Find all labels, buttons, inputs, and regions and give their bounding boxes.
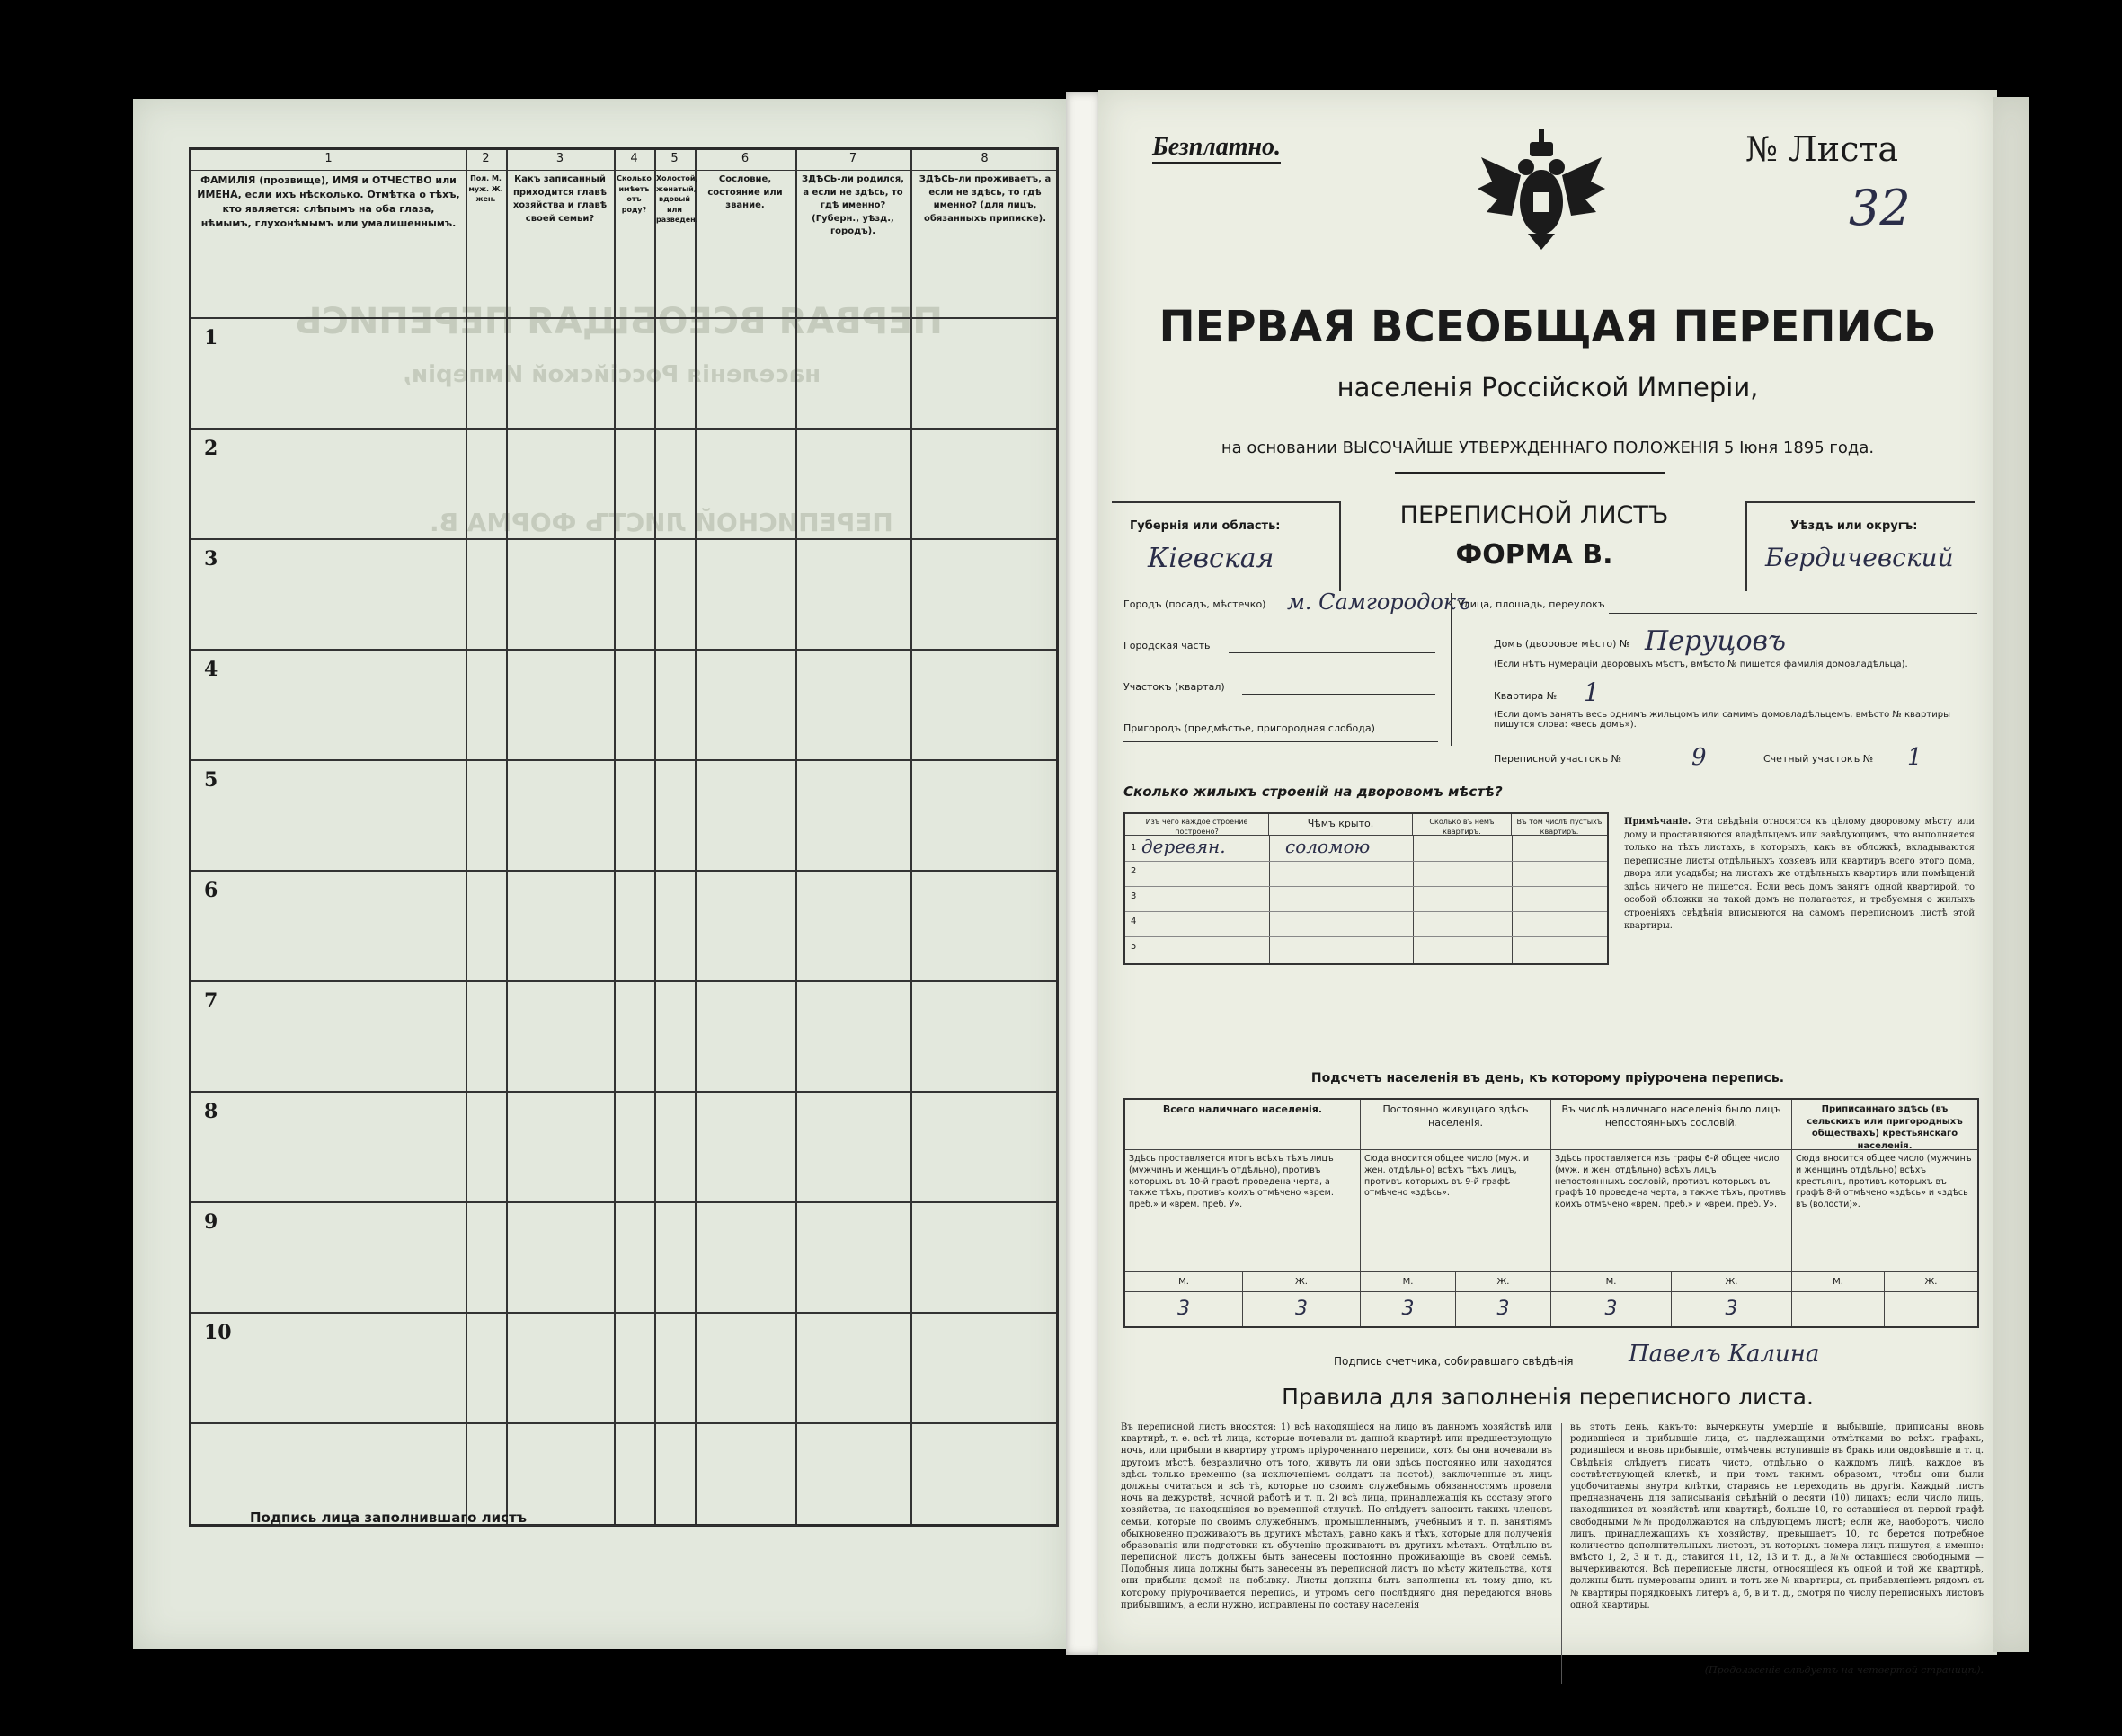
col-header-sex: Пол. М. муж. Ж. жен. — [468, 174, 503, 204]
census-persons-table — [189, 147, 1059, 1527]
house-value: Перуцовъ — [1645, 625, 1786, 657]
buildings-question: Сколько жилыхъ строеній на дворовомъ мѣстѣ? — [1123, 784, 1503, 800]
buildings-header: Въ том числѣ пустыхъ квартиръ. — [1512, 814, 1607, 836]
count-male-label: М. — [1125, 1272, 1243, 1292]
col-header-age: Сколько имѣетъ отъ роду? — [617, 174, 652, 214]
uezd-label: Уѣздъ или округъ: — [1790, 519, 1918, 533]
form-basis: на основании ВЫСОЧАЙШЕ УТВЕРЖДЕННАГО ПОЛОЖЕНІЯ 5 Іюня 1895 года. — [1221, 438, 1875, 457]
count-value: 3 — [1361, 1292, 1456, 1326]
form-subtitle: населенія Россійской Имперіи, — [1336, 372, 1759, 403]
suburb-label: Пригородъ (предмѣстье, пригородная слобода) — [1123, 722, 1375, 734]
buildings-table — [1123, 812, 1609, 965]
form-sheet-title: ПЕРЕПИСНОЙ ЛИСТЪ — [1399, 501, 1669, 529]
row-number: 4 — [204, 658, 218, 681]
buildings-note — [1624, 816, 1975, 934]
row-number: 2 — [204, 437, 218, 460]
count-value: 3 — [1243, 1292, 1361, 1326]
col-number-1: 1 — [324, 152, 333, 165]
house-label: Домъ (дворовое мѣсто) № — [1494, 638, 1630, 650]
col-header-residence: ЗДѢСЬ-ли проживаетъ, а если не здѣсь, то гдѣ именно? (для лицъ, обязанныхъ приписке). — [919, 174, 1052, 224]
buildings-row-number: 2 — [1131, 866, 1137, 876]
rules-divider — [1561, 1423, 1562, 1684]
row-number: 5 — [204, 768, 218, 792]
row-number: 8 — [204, 1100, 218, 1123]
count-column-desc: Сюда вносится общее число (мужчинъ и женщинъ отдѣльно) всѣхъ крестьянъ, противъ которыхъ въ графѣ 8-й отмѣчено «здѣсь» и «здѣсь въ (волости)». — [1792, 1150, 1977, 1272]
city-value: м. Самгородокъ — [1287, 589, 1471, 615]
city-part-line — [1229, 652, 1435, 653]
gubernia-box — [1112, 501, 1341, 591]
building-material: деревян. — [1141, 836, 1226, 857]
left-page — [133, 99, 1068, 1649]
row-number: 1 — [204, 326, 218, 350]
count-column-header: Постоянно живущаго здѣсь населенія. — [1361, 1100, 1551, 1150]
buildings-header: Чѣмъ крыто. — [1269, 814, 1413, 836]
count-column-desc: Здѣсь проставляется изъ графы 6-й общее число (муж. и жен. отдѣльно) всѣхъ лицъ непостоянныхъ сословій, противъ которыхъ въ графѣ 10 проведена черта, а также тѣхъ, противъ коихъ отмѣчено «врем. преб.» и «врем. преб. У». — [1551, 1150, 1792, 1272]
count-female-label: Ж. — [1885, 1272, 1977, 1292]
buildings-row-number: 3 — [1131, 891, 1137, 901]
gubernia-label: Губернія или область: — [1130, 519, 1281, 533]
right-page — [1098, 90, 1997, 1676]
apartment-value: 1 — [1584, 678, 1600, 707]
street-line — [1609, 613, 1977, 614]
address-divider — [1451, 593, 1452, 746]
ghost-print-form: ПЕРЕПИСНОЙ ЛИСТЪ ФОРМА В. — [430, 508, 893, 537]
row-number: 10 — [204, 1321, 232, 1344]
count-female-label: Ж. — [1672, 1272, 1792, 1292]
col-header-name: ФАМИЛІЯ (прозвище), ИМЯ и ОТЧЕСТВО или ИМЕНА, если ихъ нѣсколько. Отмѣтка о тѣхъ, кто является: слѣпымъ на оба глаза, нѣмымъ, глухонѣмымъ или умалишеннымъ. — [197, 174, 460, 229]
buildings-row-number: 1 — [1131, 843, 1137, 853]
ghost-print-title: ПЕРВАЯ ВСЕОБЩАЯ ПЕРЕПИСЬ — [295, 301, 943, 342]
row-number: 7 — [204, 989, 218, 1013]
count-male-label: М. — [1551, 1272, 1672, 1292]
count-value: 3 — [1456, 1292, 1551, 1326]
city-label: Городъ (посадъ, мѣстечко) — [1123, 598, 1266, 610]
col-number-2: 2 — [482, 152, 490, 165]
house-note: (Если нѣтъ нумераціи дворовыхъ мѣстъ, вмѣсто № пишется фамилія домовладѣльца). — [1494, 660, 1908, 669]
district-label: Участокъ (квартал) — [1123, 681, 1225, 693]
count-value — [1885, 1292, 1977, 1326]
col-number-8: 8 — [981, 152, 989, 165]
buildings-header: Изъ чего каждое строение построено? — [1125, 814, 1269, 836]
imperial-eagle-emblem — [1474, 126, 1609, 252]
col-header-estate: Сословие, состояние или звание. — [707, 174, 783, 210]
row-number: 6 — [204, 879, 218, 902]
count-female-label: Ж. — [1243, 1272, 1361, 1292]
col-number-7: 7 — [848, 152, 857, 165]
population-count-title: Подсчетъ населенія въ день, къ которому пріурочена перепись. — [1310, 1071, 1785, 1085]
count-column-desc: Здѣсь проставляется итогъ всѣхъ тѣхъ лицъ (мужчинъ и женщинъ отдѣльно), противъ которыхъ въ 10-й графѣ проведена черта, а также тѣхъ, противъ коихъ отмѣчено «врем. преб.» и «врем. преб. У». — [1125, 1150, 1361, 1272]
form-main-title: ПЕРВАЯ ВСЕОБЩАЯ ПЕРЕПИСЬ — [1159, 302, 1937, 352]
count-column-header: Всего наличнаго населенія. — [1125, 1100, 1361, 1150]
buildings-note-title: Примѣчаніе. — [1624, 817, 1691, 827]
city-part-label: Городская часть — [1123, 640, 1211, 651]
count-column-header: Приписаннаго здѣсь (въ сельскихъ или пригородныхъ обществахъ) крестьянскаго населенія. — [1792, 1100, 1977, 1150]
count-female-label: Ж. — [1456, 1272, 1551, 1292]
counter-signature-value: Павелъ Калина — [1629, 1341, 1820, 1368]
count-value — [1792, 1292, 1885, 1326]
rules-column-1: Въ переписной листъ вносятся: 1) всѣ находящіеся на лицо въ данномъ хозяйствѣ или квартирѣ, т. е. всѣ тѣ лица, которые ночевали въ данной квартирѣ или предшествующую ночь, или прибыли в квартиру утромъ пріуроченнаго переписи, хотя бы они ночевали въ другомъ мѣстѣ, безразлично отъ того, живутъ ли они здѣсь постоянно или находятся здѣсь только временно (за исключеніемъ солдатъ на постоѣ), заключенные въ лицъ должны считаться и всѣ тѣ, которые по своимъ служебнымъ обязанностямъ провели ночь на дежурствѣ, ночной работѣ и т. п. 2) всѣ лица, принадлежащія къ составу этого хозяйства, но находящіяся во временной отлучкѣ. По слѣдуетъ заносить такихъ членовъ семьи, которые по своимъ служебнымъ, промышленнымъ, учебнымъ и т. п. занятіямъ обыкновенно проживаютъ въ другихъ мѣстахъ, равно какъ и тѣхъ, которые для полученія образованія или подготовки къ обученію проживаютъ въ другихъ мѣстахъ. Отдѣльно въ переписной листъ должны быть занесены постоянно проживающіе въ своей семьѣ. Подобныя лица должны быть занесены въ переписной листъ по мѣсту жительства, хотя они прибыли домой на побывку. Листы должны быть заполнены къ тому дню, къ которому пріурочивается перепись, и утромъ сего послѣдняго дня передаются вновь прибывшимъ, а если нужно, исправлены по составу населенія — [1121, 1422, 1552, 1610]
uezd-box — [1745, 501, 1975, 591]
filler-signature-label: Подпись лица заполнившаго листъ — [250, 1510, 528, 1526]
population-count-table — [1123, 1098, 1979, 1328]
census-section-value: 9 — [1691, 744, 1707, 771]
page-stack-edge — [1993, 97, 2029, 1652]
count-section-value: 1 — [1907, 744, 1922, 771]
gubernia-value: Кіевская — [1148, 543, 1274, 574]
building-roof: соломою — [1285, 836, 1371, 857]
ghost-print-subtitle: населенія Россійской Имперіи, — [403, 361, 821, 388]
col-number-6: 6 — [741, 152, 750, 165]
row-number: 9 — [204, 1210, 218, 1234]
apartment-label: Квартира № — [1494, 690, 1558, 702]
rules-continued-note: (Продолженіе слѣдуетъ на четвертой страницѣ). — [1704, 1664, 1984, 1676]
col-number-5: 5 — [670, 152, 679, 165]
col-header-birthplace: ЗДѢСЬ-ли родился, а если не здѣсь, то гдѣ именно? (Губерн., уѣзд., городъ). — [802, 174, 904, 236]
rules-title: Правила для заполненія переписного листа. — [1282, 1384, 1814, 1410]
census-section-label: Переписной участокъ № — [1494, 753, 1622, 765]
col-header-marital: Холостой, женатый, вдовый или разведен. — [656, 174, 698, 225]
buildings-row-number: 5 — [1131, 942, 1137, 952]
book-spine — [1066, 92, 1100, 1655]
count-male-label: М. — [1792, 1272, 1885, 1292]
rules-column-2: въ этотъ день, какъ-то: вычеркнуты умершіе и выбывшіе, приписаны вновь родившіеся и прибывшіе лица, съ надлежащими отмѣтками во всѣхъ графахъ, родившіеся и вновь прибывшіе, отмѣчены вступившіе въ бракъ или овдовѣвшіе и т. д. Свѣдѣнія слѣдуетъ писать чисто, отдѣльно о каждомъ лицѣ, каждое въ соотвѣтствующей клеткѣ, и при томъ такимъ образомъ, чтобы они были удобочитаемы внутри клѣтки, стараясь не переходить въ другія. Каждый листъ предназначенъ для записыванія свѣдѣній о десяти (10) лицахъ; если число лицъ, находящихся въ хозяйствѣ или квартирѣ, больше 10, то оставшіеся въ первой графѣ свободными №№ продолжаются на слѣдующемъ листѣ; если же, наоборотъ, число лицъ, принадлежащихъ къ хозяйству, превышаетъ 10, то берется потребное количество дополнительныхъ листовъ, въ которыхъ номера лицъ пишутся, а именно: вмѣсто 1, 2, 3 и т. д., ставится 11, 12, 13 и т. д., а №№ оставшіеся свободными — вычеркиваются. Всѣ переписные листы, относящіеся къ одной и той же квартирѣ, должны быть нумерованы одинъ и тотъ же № квартиры, съ прибавленіемъ рядомъ съ № квартиры порядковыхъ литеръ а, б, в и т. д., смотря по числу переписныхъ листовъ одной квартиры. — [1570, 1422, 1984, 1610]
form-sheet-name: ФОРМА В. — [1455, 539, 1613, 571]
count-column-header: Въ числѣ наличнаго населенія было лицъ непостоянныхъ сословій. — [1551, 1100, 1792, 1150]
apartment-note: (Если домъ занятъ весь однимъ жильцомъ или самимъ домовладѣльцемъ, вмѣсто № квартиры пишутся слова: «весь домъ»). — [1494, 710, 1950, 730]
buildings-header: Сколько въ немъ квартиръ. — [1413, 814, 1512, 836]
count-value: 3 — [1672, 1292, 1792, 1326]
count-column-desc: Сюда вносится общее число (муж. и жен. отдѣльно) всѣхъ тѣхъ лицъ, противъ которыхъ въ 9-й графѣ отмѣчено «здѣсь». — [1361, 1150, 1551, 1272]
title-divider — [1395, 472, 1665, 474]
buildings-row-number: 4 — [1131, 917, 1137, 926]
free-label: Безплатно. — [1152, 133, 1281, 164]
col-header-relation: Какъ записанный приходится главѣ хозяйства и главѣ своей семьи? — [512, 174, 608, 224]
counter-signature-label: Подпись счетчика, собиравшаго свѣдѣнія — [1334, 1355, 1574, 1368]
count-section-label: Счетный участокъ № — [1763, 753, 1874, 765]
count-value: 3 — [1551, 1292, 1672, 1326]
filler-signature-line — [502, 1525, 798, 1526]
count-value: 3 — [1125, 1292, 1243, 1326]
count-male-label: М. — [1361, 1272, 1456, 1292]
col-number-3: 3 — [555, 152, 564, 165]
col-number-4: 4 — [630, 152, 638, 165]
uezd-value: Бердичевский — [1765, 543, 1954, 572]
sheet-number-label: № Листа — [1745, 129, 1899, 169]
buildings-note-text: Эти свѣдѣнія относятся къ цѣлому дворовому мѣсту или дому и проставляются владѣльцемъ или завѣдующимъ, что выполняется только на тѣхъ листахъ, в которыхъ, какъ въ обложкѣ, вкладываются переписные листы отдѣльныхъ хозяевъ или квартиръ всего этого дома, двора или усадьбы; на листахъ же отдѣльныхъ квартиръ или помѣщеній здѣсь ничего не пишется. Если весь домъ занятъ одной квартирой, то особой обложки на такой домъ не полагается, и требуемыя о жилыхъ строеніяхъ свѣдѣнія вписывются на самомъ переписномъ листѣ этой квартиры. — [1624, 817, 1975, 931]
district-line — [1242, 694, 1435, 695]
row-number: 3 — [204, 547, 218, 571]
suburb-line — [1123, 741, 1438, 742]
sheet-number-value: 32 — [1849, 180, 1911, 236]
street-label: Улица, площадь, переулокъ — [1458, 598, 1605, 610]
